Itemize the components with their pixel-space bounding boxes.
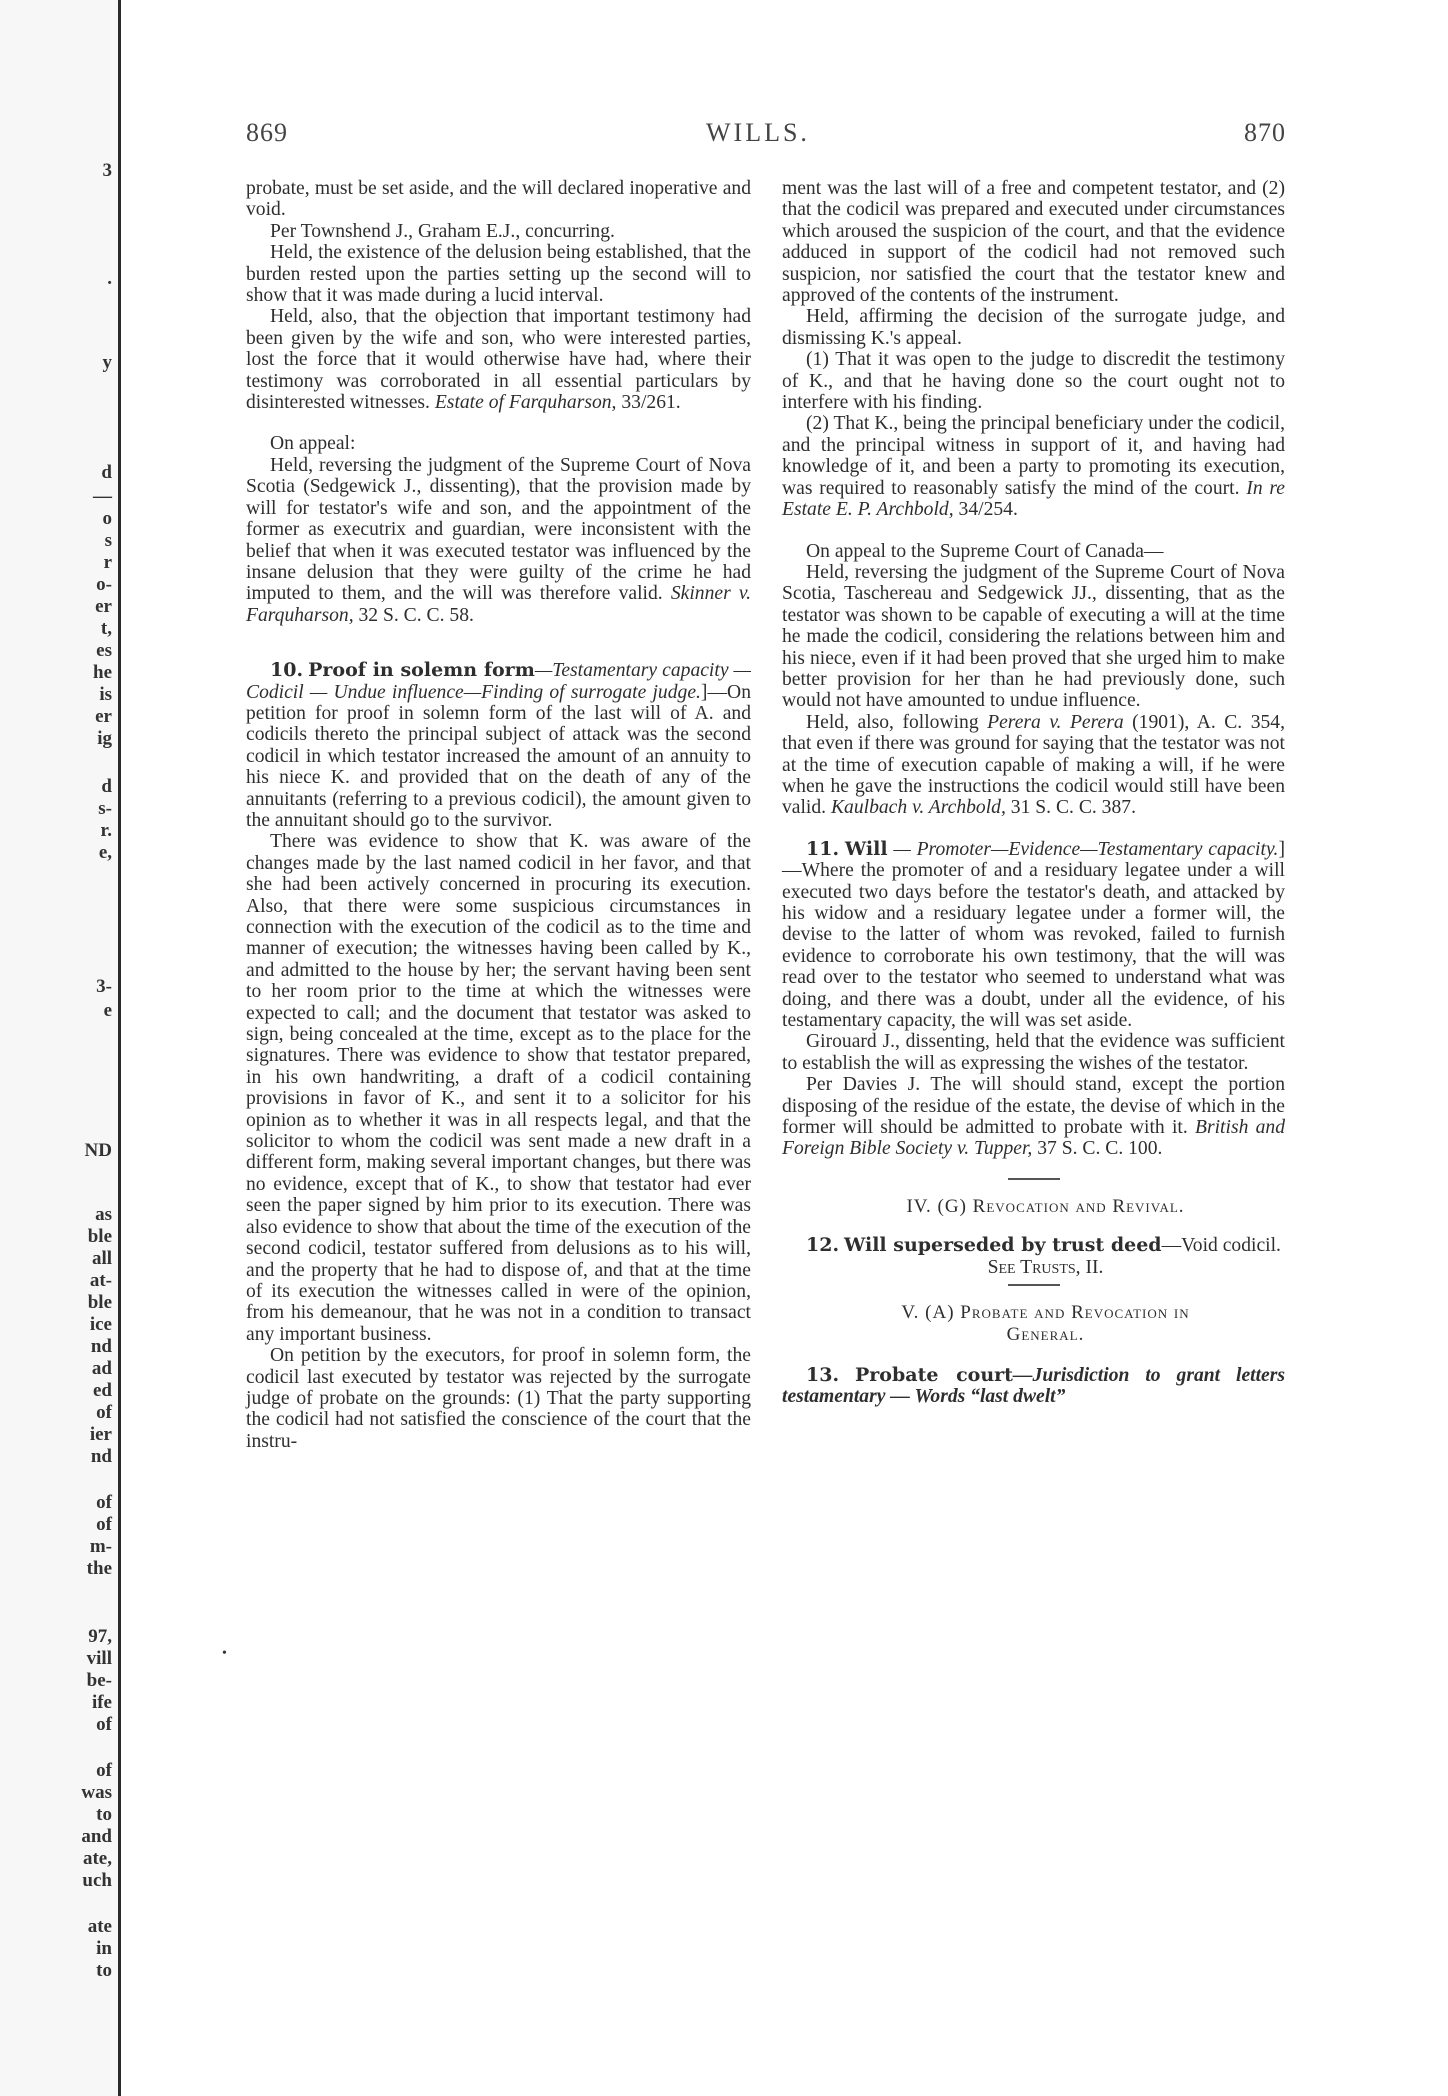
margin-fragment: 3: [102, 160, 112, 181]
margin-fragment: all: [91, 1248, 112, 1269]
case-citation: Kaulbach v. Archbold,: [830, 797, 1006, 819]
margin-fragment: ate: [87, 1916, 112, 1937]
margin-fragment: r: [103, 552, 112, 573]
case-citation: Estate of Farquharson,: [434, 392, 617, 414]
cross-reference: See Trusts, II.: [987, 1256, 1104, 1278]
adjacent-page-margin: [0, 0, 121, 2096]
case-citation: British and Foreign Bible Society v. Tupper,: [782, 1117, 1286, 1160]
digest-entry-10: [246, 660, 751, 831]
paragraph-text: Held, also, that the objection that important testimony had been given by the wife and son, who were interested parties, lost the force that it would otherwise have had, where their testimony was corroborated in all essential particulars by disinterested witnesses.: [246, 306, 751, 414]
paragraph: Held, the existence of the delusion being established, that the burden rested upon the parties setting up the second will to show that it was made during a lucid interval.: [246, 242, 751, 307]
margin-fragment: of: [96, 1714, 112, 1735]
margin-fragment: er: [95, 706, 112, 727]
margin-fragment: s-: [98, 798, 112, 819]
paragraph: Held, affirming the decision of the surrogate judge, and dismissing K.'s appeal.: [782, 306, 1285, 349]
paragraph: ment was the last will of a free and competent testator, and (2) that the codicil was prepared and executed under circumstances which aroused the suspicion of the court, and that the evidence adduced in support of the codicil had not removed such suspicion, nor satisfied the court that the testator knew and approved of the contents of the instrument.: [782, 178, 1285, 307]
paragraph: probate, must be set aside, and the will declared inoperative and void.: [246, 178, 751, 221]
paragraph: Girouard J., dissenting, held that the evidence was sufficient to establish the will as expressing the wishes of the testator.: [782, 1031, 1285, 1074]
paragraph: [782, 413, 1285, 520]
margin-fragment: o-: [96, 574, 112, 595]
margin-fragment: ate,: [82, 1848, 112, 1869]
section-heading-v-a-cont: General.: [1006, 1323, 1085, 1345]
paragraph: (1) That it was open to the judge to discredit the testimony of K., and that he having done so the court ought not to interfere with his finding.: [782, 349, 1285, 414]
entry-subtitle: —Testamentary capacity — Codicil — Undue influence—Finding of surrogate judge.: [246, 660, 751, 703]
entry-subtitle: —Jurisdiction to grant letters testamentary — Words “last dwelt”: [782, 1364, 1285, 1408]
margin-fragment: ice: [89, 1314, 112, 1335]
paragraph-text: Held, reversing the judgment of the Supreme Court of Nova Scotia (Sedgewick J., dissenting), that the provision made by will for testator's wife and son, and the appointment of the former as executrix and guardian, were inconsistent with the belief that when it was executed testator was influenced by the insane delusion that they were guilty of the crime he had imputed to them, and the will was therefore valid.: [246, 454, 751, 605]
margin-fragment: of: [96, 1402, 112, 1423]
entry-number: 10.: [270, 659, 304, 682]
paragraph: On appeal:: [270, 433, 356, 455]
entry-title: Proof in solemn form: [308, 659, 535, 682]
margin-fragment: of: [96, 1760, 112, 1781]
margin-fragment: o: [102, 508, 112, 529]
paragraph: [782, 712, 1285, 819]
margin-fragment: s: [104, 530, 112, 551]
paragraph: [246, 306, 751, 413]
entry-number: 12.: [806, 1234, 840, 1257]
entry-number: 11.: [806, 837, 840, 860]
margin-fragment: is: [99, 684, 112, 705]
section-heading-v-a: V. (A) Probate and Revocation in: [901, 1302, 1190, 1324]
margin-fragment: vill: [86, 1648, 112, 1669]
margin-fragment: ad: [91, 1358, 112, 1379]
section-heading-iv-g: IV. (G) Revocation and Revival.: [906, 1195, 1185, 1217]
report-reference: 33/261.: [621, 392, 681, 414]
running-title: WILLS.: [706, 118, 810, 147]
margin-fragment: ble: [87, 1226, 112, 1247]
left-column: [246, 178, 751, 1452]
paragraph: On appeal to the Supreme Court of Canada—: [806, 540, 1164, 562]
digest-entry-13: [782, 1365, 1285, 1408]
margin-fragment: of: [96, 1514, 112, 1535]
margin-fragment: 97,: [88, 1626, 112, 1647]
margin-fragment: be-: [86, 1670, 112, 1691]
margin-fragment: the: [86, 1558, 112, 1579]
running-header: [246, 118, 1286, 158]
right-column: [782, 178, 1285, 1408]
margin-fragment: to: [96, 1804, 112, 1825]
section-divider: [1008, 1178, 1060, 1180]
margin-fragment: uch: [82, 1870, 112, 1891]
margin-fragment: t,: [100, 618, 112, 639]
report-reference: 32 S. C. C. 58.: [358, 604, 474, 626]
paragraph-text: (1901), A. C. 354, that even if there was ground for saying that the testator was not at the time of execution capable of making a will, if he were when he gave the instructions the codicil would still have been valid.: [782, 711, 1285, 819]
digest-entry-11: [782, 839, 1285, 1032]
entry-text: ]—Where the promoter of and a residuary legatee under a will executed two days before the testator's death, and attacked by his widow and a residuary legatee under a former will, the devise to the latter of whom was revoked, failed to furnish evidence to corroborate his own testimony, that the will was read over to the testator who seemed to understand what was doing, and there was a doubt, under all the evidence, of his testamentary capacity, the will was set aside.: [782, 838, 1285, 1032]
paragraph-text: Held, also, following: [806, 711, 979, 733]
margin-fragment: d: [101, 776, 112, 797]
margin-fragment: ier: [89, 1424, 112, 1445]
entry-title: Will superseded by trust deed: [843, 1234, 1162, 1257]
paragraph: [246, 455, 751, 626]
margin-fragment: er: [95, 596, 112, 617]
entry-title: Will: [844, 837, 888, 860]
margin-fragment: was: [81, 1782, 112, 1803]
margin-fragment: ble: [87, 1292, 112, 1313]
entry-title: Probate court: [855, 1363, 1013, 1386]
margin-fragment: ig: [97, 728, 112, 749]
report-reference: 31 S. C. C. 387.: [1010, 797, 1136, 819]
page-number-right: 870: [1244, 118, 1286, 147]
margin-fragment: —: [93, 486, 112, 507]
paragraph: There was evidence to show that K. was aware of the changes made by the last named codicil in her favor, and that she had been actively concerned in procuring its execution. Also, that there were some suspicious circumstances in connection with the execution of the codicil as to the time and manner of execution; the witnesses having been called by K., and admitted to the house by her; the servant having been sent to her room prior to the time at which the witnesses were expected to call; and the document that testator was asked to sign, being concealed at the time, except as to the place for the signatures. There was evidence to show that testator prepared, in his own handwriting, a draft of a codicil containing provisions in favor of K., and sent it to a solicitor for his opinion as to whether it was in all respects legal, and that the solicitor to whom the codicil was sent made a new draft in a different form, making several important changes, but there was no evidence, except that of K., to show that testator had ever seen the paper signed by him prior to its execution. There was also evidence to show that about the time of the execution of the second codicil, testator suffered from delusions as to his will, and the property that he had to dispose of, and that at the time of its execution the witnesses called in were of the opinion, from his demeanour, that he was not in a condition to transact any important business.: [246, 831, 751, 1345]
margin-fragment: y: [102, 352, 112, 373]
page-number-left: 869: [246, 118, 288, 147]
margin-fragment: nd: [90, 1446, 112, 1467]
margin-fragment: ife: [91, 1692, 112, 1713]
margin-fragment: e,: [98, 842, 112, 863]
report-reference: 34/254.: [958, 499, 1018, 521]
paragraph: Held, reversing the judgment of the Supreme Court of Nova Scotia, Taschereau and Sedgewick JJ., dissenting, that as the testator was shown to be capable of executing a will at the time he made the codicil, considering the relations between him and his niece, even if it had been proved that she urged him to make better provision for her than he had previously done, such would not have amounted to undue influence.: [782, 561, 1285, 712]
margin-fragment: in: [96, 1938, 112, 1959]
entry-subtitle: — Promoter—Evidence—Testamentary capacity.: [893, 838, 1279, 860]
margin-fragment: e: [103, 1000, 112, 1021]
section-divider: [1008, 1284, 1060, 1286]
margin-fragment: ND: [84, 1140, 112, 1161]
margin-fragment: es: [96, 640, 112, 661]
margin-fragment: 3-: [96, 976, 112, 997]
paragraph: [782, 1074, 1285, 1160]
case-citation: Skinner v. Farquharson,: [246, 583, 751, 626]
entry-text: —Void codicil.: [1161, 1235, 1281, 1257]
case-citation: In re Estate E. P. Archbold,: [782, 477, 1285, 521]
paragraph: Per Townshend J., Graham E.J., concurring.: [270, 220, 615, 242]
margin-fragment: nd: [90, 1336, 112, 1357]
paragraph: On petition by the executors, for proof in solemn form, the codicil last executed by testator was rejected by the surrogate judge of probate on the grounds: (1) That the party supporting the codicil had not satisfied the conscience of the court that the instru-: [246, 1345, 751, 1452]
margin-fragment: .: [107, 268, 112, 289]
margin-fragment: r.: [100, 820, 112, 841]
margin-fragment: as: [95, 1204, 112, 1225]
margin-fragment: he: [93, 662, 112, 683]
margin-bullet: •: [222, 1646, 227, 1661]
paragraph-text: Per Davies J. The will should stand, except the portion disposing of the residue of the estate, the devise of which in the former will should be admitted to probate with it.: [782, 1074, 1285, 1139]
margin-fragment: m-: [89, 1536, 112, 1557]
case-citation: Perera v. Perera: [987, 711, 1124, 733]
margin-fragment: d: [101, 462, 112, 483]
paragraph-text: (2) That K., being the principal beneficiary under the codicil, and the principal witness in support of it, and having had knowledge of it, and been a party to promoting its execution, was required to reasonably satisfy the mind of the court.: [782, 413, 1285, 499]
margin-fragment: of: [96, 1492, 112, 1513]
margin-fragment: ed: [93, 1380, 112, 1401]
margin-fragment: to: [96, 1960, 112, 1981]
report-reference: 37 S. C. C. 100.: [1037, 1138, 1163, 1160]
entry-number: 13.: [806, 1363, 840, 1386]
entry-text: ]—On petition for proof in solemn form of the last will of A. and codicils thereto the principal subject of attack was the second codicil in which testator increased the amount of an annuity to his niece K. and provided that on the death of any of the annuitants (referring to a previous codicil), the amount given to the annuitant should go to the survivor.: [246, 681, 751, 831]
margin-fragment: at-: [89, 1270, 112, 1291]
digest-entry-12: [782, 1235, 1285, 1256]
margin-fragment: and: [81, 1826, 112, 1847]
